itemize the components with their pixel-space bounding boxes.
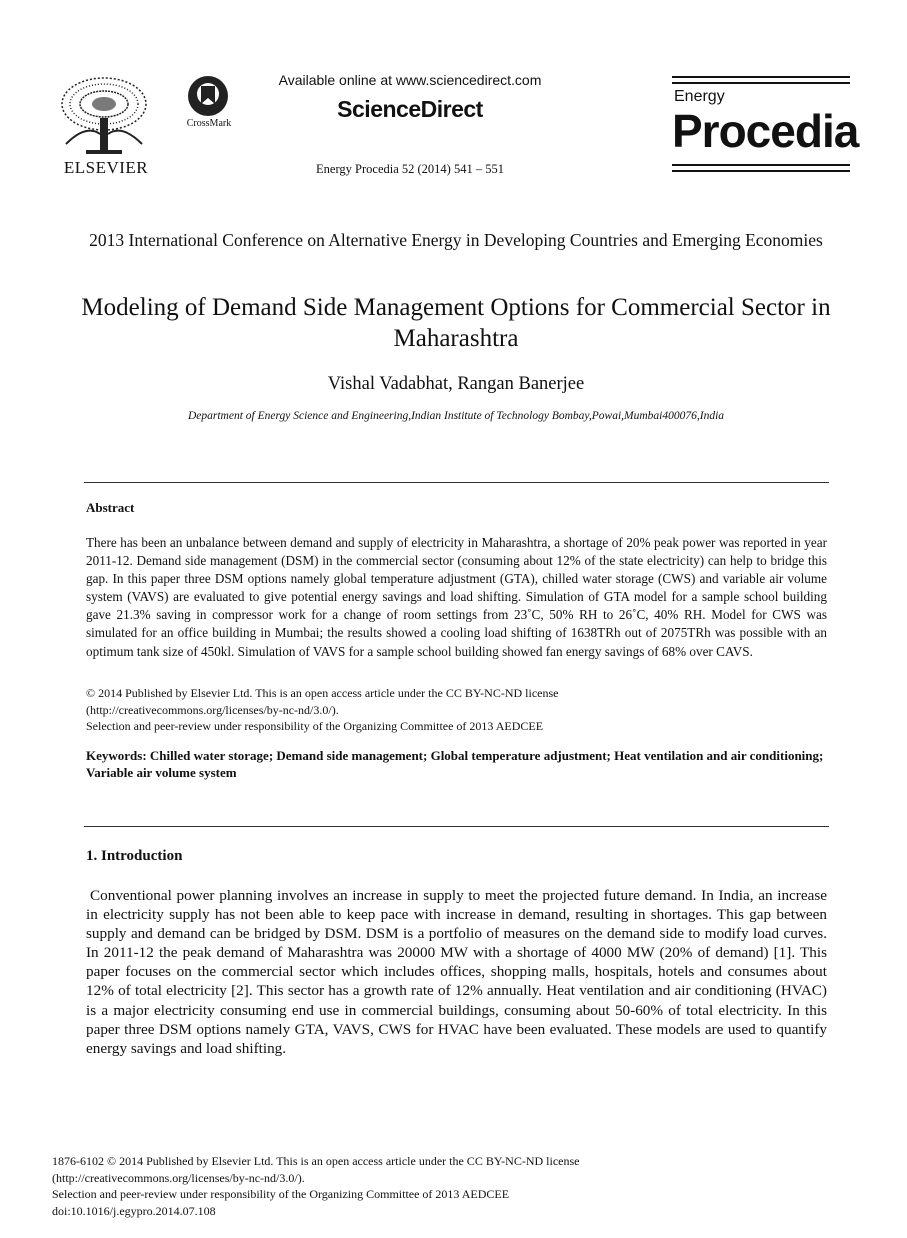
- footer-issn-line: 1876-6102 © 2014 Published by Elsevier Ltd. This is an open access article under the CC BY-NC-ND license: [52, 1154, 580, 1168]
- introduction-text: Conventional power planning involves an increase in supply to meet the projected future demand. In India, an increase in electricity supply has not been able to keep pace with increase in demand, resulting in shortages. This gap between supply and demand can be bridged by DSM. DSM is a portfolio of measures on the demand side to modify load curves. In 2011-12 the peak demand of Maharashtra was 20000 MW with a shortage of 4000 MW (20% of demand) [1]. This paper focuses on the commercial sector which includes offices, shopping malls, hospitals, hotels and consumes about 12% of total electricity [2]. This sector has a growth rate of 12% annually. Heat ventilation and air conditioning (HVAC) is a major electricity consuming end use in commercial buildings, consuming about 50-60% of total electricity. In this paper three DSM options namely GTA, VAVS, CWS for HVAC have been evaluated. These models are used to quantify energy savings and load shifting.: [86, 887, 827, 1057]
- journal-name-small: Energy: [674, 88, 725, 105]
- divider-top: [84, 482, 829, 483]
- keywords: Keywords: Chilled water storage; Demand side management; Global temperature adjustment; Heat ventilation and air conditioning; Variable air volume system: [86, 748, 824, 780]
- abstract-heading: Abstract: [86, 500, 135, 515]
- divider-bottom: [84, 826, 829, 827]
- footer-notes: [52, 1153, 832, 1219]
- procedia-rule-top-2: [672, 82, 850, 84]
- abstract-copyright: [86, 685, 827, 735]
- procedia-rule-bottom-2: [672, 170, 850, 172]
- available-online-text: Available online at www.sciencedirect.com: [278, 72, 542, 88]
- journal-name-big: Procedia: [672, 105, 859, 157]
- abstract-text: There has been an unbalance between demand and supply of electricity in Maharashtra, a shortage of 20% peak power was reported in year 2011-12. Demand side management (DSM) in the commercial sector (consuming about 12% of the state electricity) can help to bridge this gap. In this paper three DSM options namely global temperature adjustment (GTA), chilled water storage (CWS) and variable air volume system (VAVS) are evaluated to give potential energy savings and load shifting. Simulation of GTA model for a sample school building gave 21.3% saving in compressor work for a change of room settings from 23˚C, 50% RH to 26˚C, 40% RH. Model for CWS was simulated for an office building in Mumbai; the results showed a cooling load shifting of 1638TRh out of 2075TRh was possible with an optimum tank size of 450kl. Simulation of VAVS for a sample school building showed fan energy savings of 68% over CAVS.: [86, 535, 827, 659]
- author-affiliation: Department of Energy Science and Engineering,Indian Institute of Technology Bombay,Powai,Mumbai400076,India: [187, 410, 725, 422]
- license-link[interactable]: (http://creativecommons.org/licenses/by-nc-nd/3.0/).: [86, 702, 339, 717]
- introduction-heading: 1. Introduction: [86, 848, 183, 864]
- sciencedirect-brand: ScienceDirect: [337, 96, 483, 122]
- footer-license-link[interactable]: (http://creativecommons.org/licenses/by-nc-nd/3.0/).: [52, 1170, 305, 1185]
- procedia-rule-top-1: [672, 76, 850, 78]
- conference-name: 2013 International Conference on Alternative Energy in Developing Countries and Emerging Economies: [89, 230, 823, 250]
- paper-authors: Vishal Vadabhat, Rangan Banerjee: [327, 374, 585, 394]
- publisher-name: ELSEVIER: [63, 158, 149, 177]
- paper-title: Modeling of Demand Side Management Options for Commercial Sector in Maharashtra: [81, 294, 831, 352]
- journal-citation: Energy Procedia 52 (2014) 541 – 551: [316, 162, 504, 176]
- footer-peer-review: Selection and peer-review under responsibility of the Organizing Committee of 2013 AEDCEE: [52, 1187, 510, 1202]
- peer-review-line: Selection and peer-review under responsibility of the Organizing Committee of 2013 AEDCEE: [86, 719, 544, 733]
- procedia-rule-bottom-1: [672, 164, 850, 166]
- footer-doi[interactable]: doi:10.1016/j.egypro.2014.07.108: [52, 1203, 216, 1218]
- crossmark-label: CrossMark: [186, 118, 232, 129]
- copyright-line: © 2014 Published by Elsevier Ltd. This is an open access article under the CC BY-NC-ND license: [86, 686, 559, 700]
